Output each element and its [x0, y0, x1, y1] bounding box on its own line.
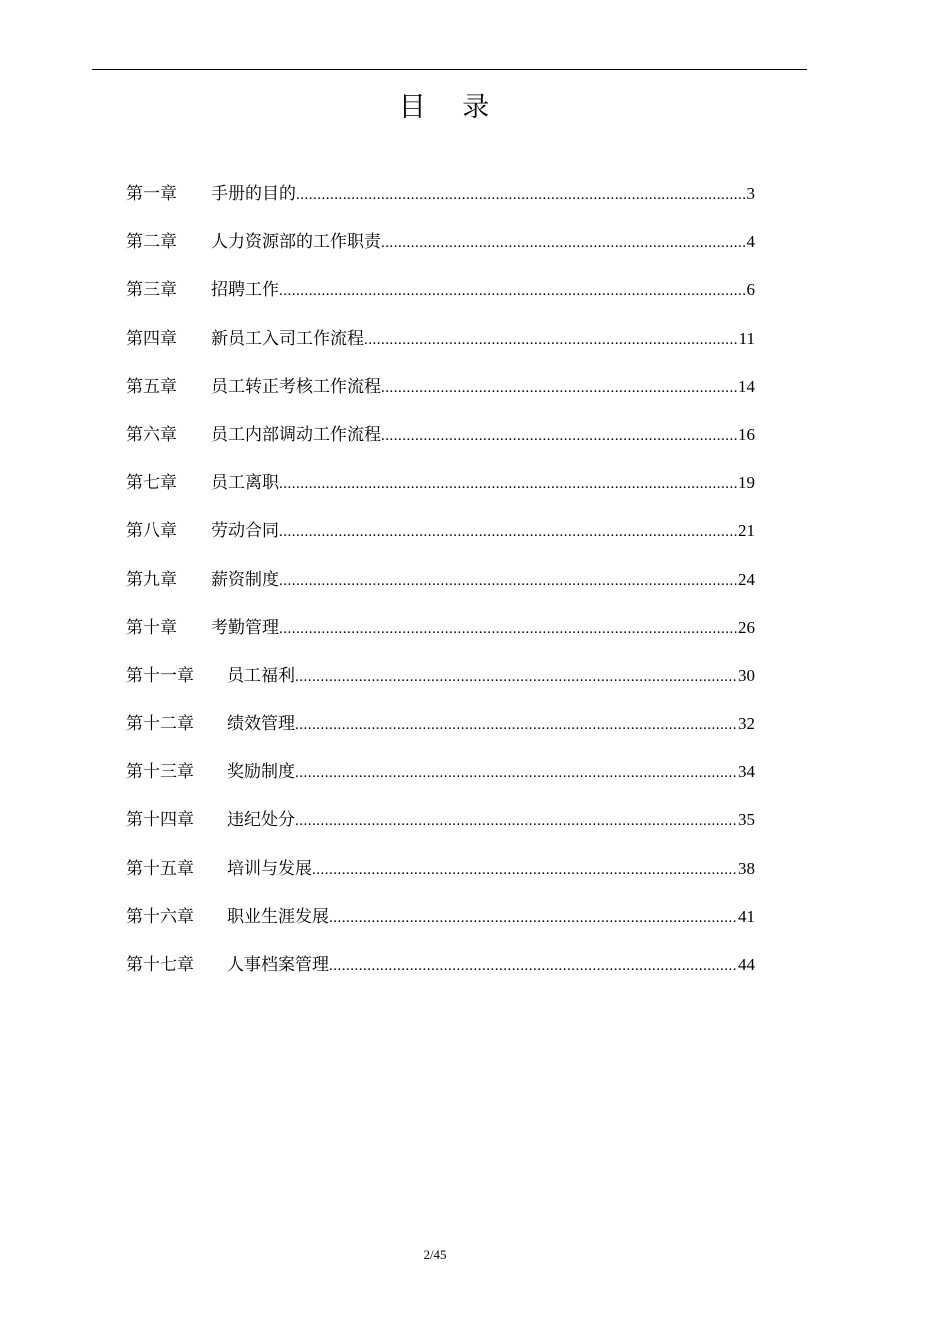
- toc-dot-leader: [381, 370, 738, 406]
- page-title: 目 录: [398, 92, 504, 123]
- toc-chapter-title: 劳动合同: [211, 521, 279, 542]
- toc-dot-leader: [295, 659, 738, 695]
- toc-chapter-number: 第二章: [126, 232, 177, 253]
- toc-page-number: 44: [738, 955, 755, 974]
- toc-chapter-number: 第七章: [126, 473, 177, 494]
- toc-chapter-title: 招聘工作: [211, 280, 279, 301]
- toc-entry[interactable]: [126, 176, 755, 224]
- toc-page-number: 6: [746, 280, 755, 300]
- toc-entry[interactable]: [126, 224, 755, 272]
- toc-chapter-title: 奖励制度: [227, 762, 295, 783]
- toc-entry[interactable]: [126, 417, 755, 465]
- toc-chapter-title: 员工转正考核工作流程: [211, 376, 381, 397]
- toc-chapter-number: 第十五章: [126, 858, 194, 879]
- toc-chapter-title: 人事档案管理: [227, 955, 329, 975]
- toc-entry[interactable]: [126, 802, 755, 850]
- toc-page-number: 38: [738, 858, 755, 878]
- toc-entry[interactable]: [126, 513, 755, 561]
- toc-page-number: 19: [738, 473, 755, 493]
- toc-dot-leader: [279, 273, 747, 309]
- toc-chapter-title: 薪资制度: [211, 569, 279, 590]
- toc-chapter-number: 第五章: [126, 376, 177, 397]
- toc-dot-leader: [296, 177, 747, 213]
- toc-chapter-title: 绩效管理: [227, 714, 295, 735]
- toc-chapter-title: 手册的目的: [211, 184, 296, 204]
- toc-entry[interactable]: [126, 610, 755, 658]
- toc-chapter-title: 职业生涯发展: [227, 906, 329, 927]
- toc-page-number: 16: [738, 424, 755, 444]
- toc-chapter-number: 第九章: [126, 569, 177, 590]
- toc-chapter-title: 新员工入司工作流程: [211, 328, 364, 349]
- toc-dot-leader: [381, 418, 738, 454]
- toc-entry[interactable]: [126, 658, 755, 706]
- toc-entry[interactable]: [126, 754, 755, 802]
- toc-dot-leader: [381, 225, 747, 261]
- toc-dot-leader: [279, 611, 738, 647]
- toc-entry[interactable]: [126, 851, 755, 899]
- toc-dot-leader: [279, 563, 738, 599]
- toc-page-number: 26: [738, 617, 755, 637]
- toc-dot-leader: [312, 852, 738, 888]
- toc-chapter-number: 第十三章: [126, 762, 194, 783]
- toc-chapter-title: 员工内部调动工作流程: [211, 424, 381, 445]
- toc-page-number: 35: [738, 810, 755, 830]
- toc-chapter-title: 违纪处分: [227, 810, 295, 831]
- toc-dot-leader: [364, 322, 739, 358]
- toc-entry[interactable]: [126, 899, 755, 947]
- toc-dot-leader: [279, 514, 738, 550]
- toc-dot-leader: [295, 803, 738, 839]
- toc-chapter-number: 第一章: [126, 184, 177, 204]
- toc-dot-leader: [329, 900, 738, 936]
- toc-page-number: 24: [738, 569, 755, 589]
- toc-page-number: 14: [738, 376, 755, 396]
- toc-page-number: 30: [738, 665, 755, 685]
- toc-entry[interactable]: [126, 562, 755, 610]
- toc-page-number: 4: [746, 232, 755, 252]
- toc-chapter-number: 第八章: [126, 521, 177, 542]
- toc-dot-leader: [295, 755, 738, 791]
- toc-chapter-number: 第十二章: [126, 714, 194, 735]
- toc-entry[interactable]: [126, 706, 755, 754]
- toc-page-number: 34: [738, 762, 755, 782]
- toc-page-number: 3: [746, 184, 755, 203]
- toc-chapter-title: 员工福利: [227, 665, 295, 686]
- toc-chapter-number: 第四章: [126, 328, 177, 349]
- toc-chapter-title: 培训与发展: [227, 858, 312, 879]
- toc-entry[interactable]: [126, 369, 755, 417]
- toc-chapter-number: 第十章: [126, 617, 177, 638]
- toc-chapter-number: 第十一章: [126, 665, 194, 686]
- toc-entry[interactable]: [126, 465, 755, 513]
- toc-chapter-title: 人力资源部的工作职责: [211, 232, 381, 253]
- table-of-contents: [126, 176, 755, 995]
- footer-page-number: 2/45: [423, 1247, 447, 1262]
- toc-chapter-title: 员工离职: [211, 473, 279, 494]
- toc-page-number: 11: [738, 328, 755, 348]
- toc-page-number: 21: [738, 521, 755, 541]
- toc-dot-leader: [329, 948, 738, 984]
- toc-dot-leader: [279, 466, 738, 502]
- header-rule: [92, 69, 807, 70]
- toc-chapter-number: 第十七章: [126, 955, 194, 975]
- toc-page-number: 41: [738, 906, 755, 926]
- toc-entry[interactable]: [126, 947, 755, 995]
- toc-chapter-number: 第十四章: [126, 810, 194, 831]
- toc-entry[interactable]: [126, 321, 755, 369]
- toc-chapter-number: 第十六章: [126, 906, 194, 927]
- toc-dot-leader: [295, 707, 738, 743]
- toc-entry[interactable]: [126, 272, 755, 320]
- toc-page-number: 32: [738, 714, 755, 734]
- toc-chapter-title: 考勤管理: [211, 617, 279, 638]
- toc-chapter-number: 第六章: [126, 424, 177, 445]
- toc-chapter-number: 第三章: [126, 280, 177, 301]
